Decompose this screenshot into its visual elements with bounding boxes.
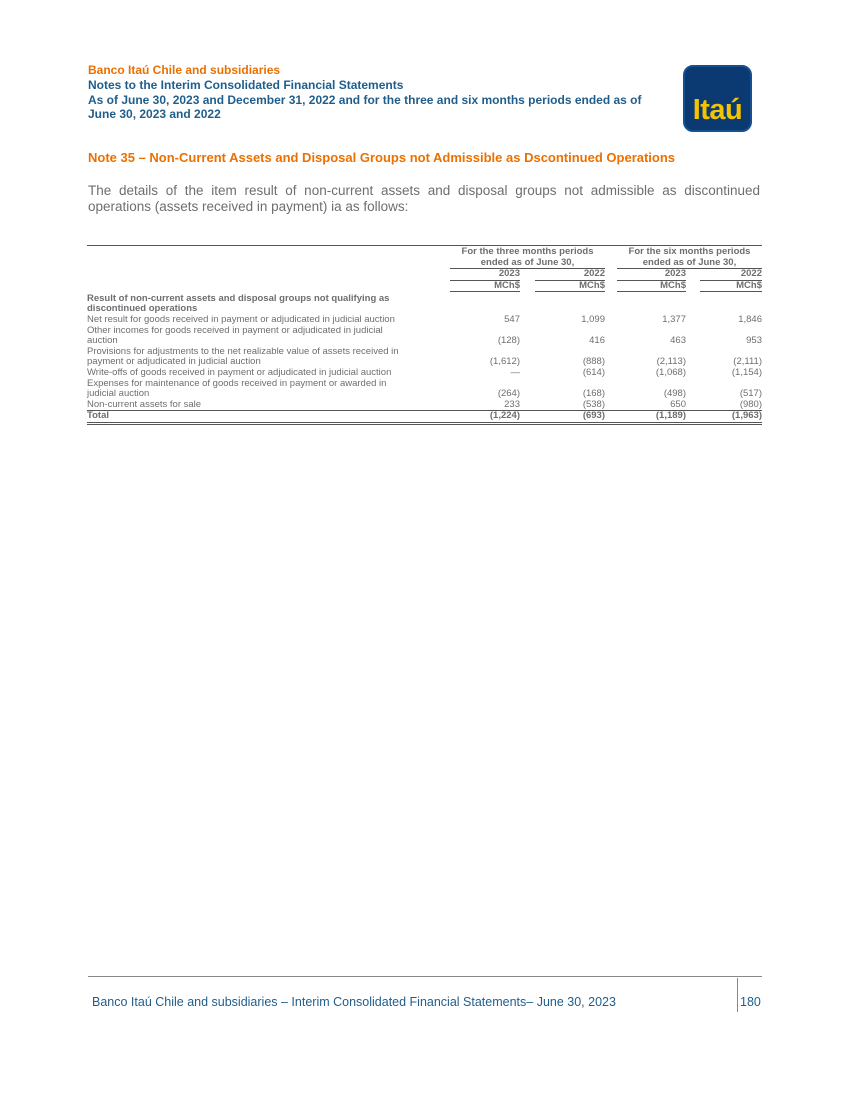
year-header: 2023 (617, 269, 686, 280)
cell-value: 1,099 (581, 314, 605, 326)
total-value: (693) (535, 411, 605, 424)
cell-value: 1,377 (662, 314, 686, 326)
cell-value: (498) (663, 388, 686, 400)
cell-value: 547 (504, 314, 520, 326)
year-header: 2022 (700, 269, 762, 280)
table-row (87, 379, 762, 400)
cell-value: (264) (497, 388, 520, 400)
cell-value: — (510, 367, 520, 379)
cell-value: (888) (582, 356, 605, 368)
total-row (87, 411, 762, 424)
section-header (87, 292, 450, 315)
row-label: Other incomes for goods received in payment or adjudicated in judicial (87, 324, 383, 336)
cell-value: (1,068) (655, 367, 686, 379)
total-value: (1,224) (450, 411, 520, 424)
six-months-header-line2: ended as of June 30, (617, 258, 762, 270)
cell-value: (980) (739, 398, 762, 410)
year-header: 2023 (450, 269, 520, 280)
section-header-line2: discontinued operations (87, 303, 198, 315)
cell-value: (614) (582, 367, 605, 379)
three-months-header (450, 247, 605, 269)
period-line-2: June 30, 2023 and 2022 (88, 107, 221, 121)
row-label: Expenses for maintenance of goods received in payment or awarded in (87, 377, 387, 389)
cell-value: (517) (739, 388, 762, 400)
page-number: 180 (740, 995, 761, 1009)
unit-header: MCh$ (450, 280, 520, 292)
cell-value: 416 (589, 335, 605, 347)
table-row (87, 326, 762, 347)
cell-value: 953 (746, 335, 762, 347)
total-label: Total (87, 411, 450, 424)
footer-text: Banco Itaú Chile and subsidiaries – Interim Consolidated Financial Statements– June 30, 2023 (92, 995, 616, 1009)
cell-value: 650 (670, 398, 686, 410)
row-label-cont: auction (87, 335, 118, 347)
row-label: Write-offs of goods received in payment or adjudicated in judicial auction (87, 367, 392, 379)
itau-logo (683, 65, 752, 132)
row-label: Non-current assets for sale (87, 398, 202, 410)
cell-value: (2,113) (656, 356, 686, 368)
row-label-cont: judicial auction (87, 388, 150, 400)
footer-divider (88, 976, 762, 977)
cell-value: 463 (670, 335, 686, 347)
logo-text: Itaú (692, 94, 743, 126)
unit-header: MCh$ (535, 280, 605, 292)
cell-value: (538) (582, 398, 605, 410)
total-value: (1,963) (700, 411, 762, 424)
six-months-header-line1: For the six months periods (628, 246, 751, 257)
financial-table (87, 245, 762, 425)
cell-value: 1,846 (738, 314, 762, 326)
company-name: Banco Itaú Chile and subsidiaries (88, 63, 281, 77)
unit-row (87, 280, 762, 292)
six-months-header (617, 247, 762, 269)
section-header-line1: Result of non-current assets and disposal groups not qualifying as (87, 292, 390, 304)
cell-value: (128) (497, 335, 520, 347)
cell-value: (1,612) (489, 356, 520, 368)
row-label: Net result for goods received in payment or adjudicated in judicial auction (87, 314, 395, 326)
period-header-row (87, 247, 762, 269)
footer-separator (737, 978, 738, 1012)
cell-value: 233 (504, 398, 520, 410)
cell-value: (1,154) (731, 367, 762, 379)
table-row (87, 400, 762, 411)
cell-value: (2,111) (733, 356, 762, 368)
unit-header: MCh$ (617, 280, 686, 292)
three-months-header-line1: For the three months periods (461, 246, 594, 257)
row-label-cont: payment or adjudicated in judicial auction (87, 356, 261, 368)
three-months-header-line2: ended as of June 30, (450, 258, 605, 270)
page-header (88, 63, 688, 122)
period-line-1: As of June 30, 2023 and December 31, 2022 and for the three and six months periods ended as of (88, 92, 642, 107)
year-row (87, 269, 762, 280)
cell-value: (168) (582, 388, 605, 400)
section-header-row (87, 292, 762, 315)
unit-header: MCh$ (700, 280, 762, 292)
note-title: Note 35 – Non-Current Assets and Disposal Groups not Admissible as Dscontinued Operations (88, 150, 676, 165)
row-label: Provisions for adjustments to the net realizable value of assets received in (87, 345, 399, 357)
total-value: (1,189) (617, 411, 686, 424)
year-header: 2022 (535, 269, 605, 280)
table-row (87, 347, 762, 368)
report-subtitle: Notes to the Interim Consolidated Financial Statements (88, 78, 404, 92)
note-intro: The details of the item result of non-current assets and disposal groups not admissible as discontinued operations (assets received in payment) ia as follows: (88, 183, 760, 214)
